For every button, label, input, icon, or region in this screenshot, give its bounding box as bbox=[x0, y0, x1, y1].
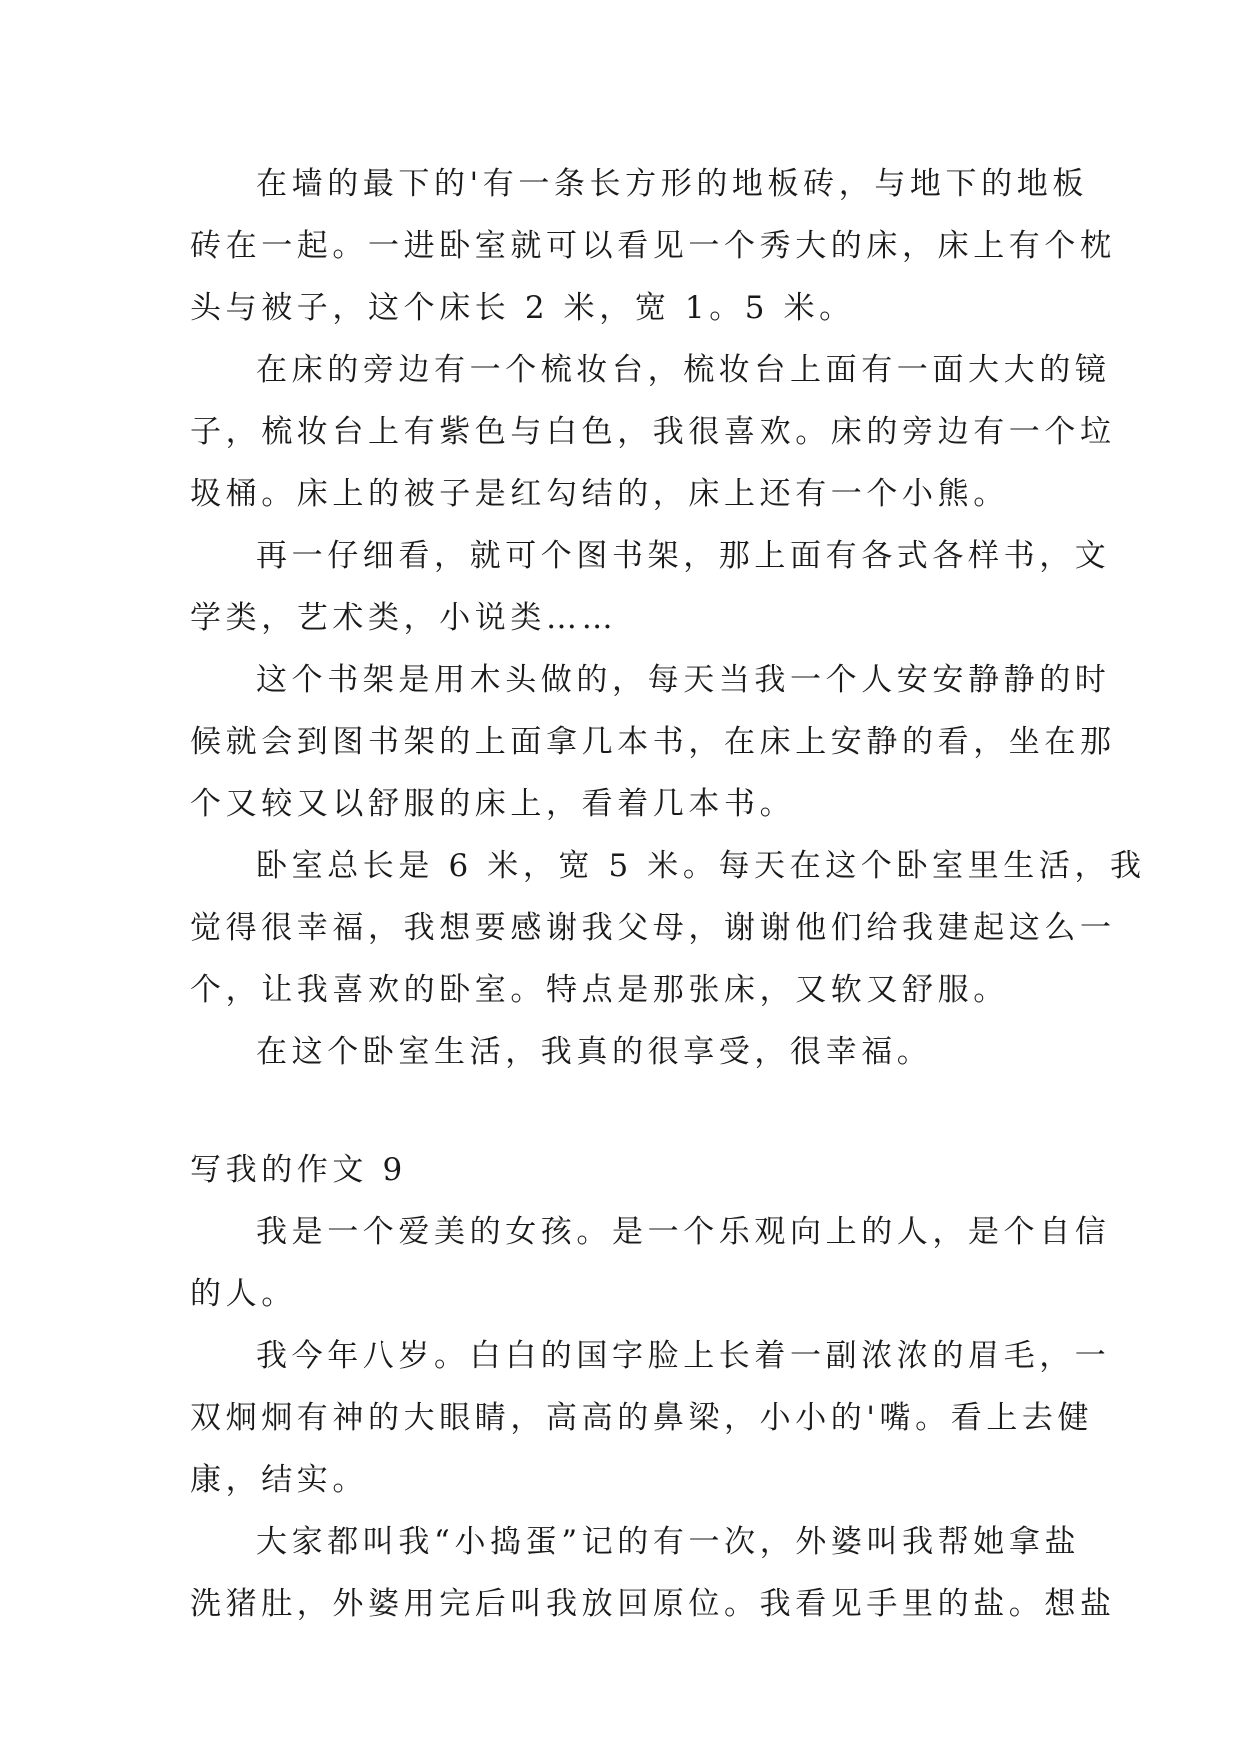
text-line: 头与被子，这个床长 2 米，宽 1。5 米。 bbox=[190, 290, 855, 326]
text-line: 这个书架是用木头做的，每天当我一个人安安静静的时 bbox=[256, 662, 1111, 698]
text-line: 觉得很幸福，我想要感谢我父母，谢谢他们给我建起这么一 bbox=[190, 910, 1116, 946]
text-line: 再一仔细看，就可个图书架，那上面有各式各样书，文 bbox=[256, 538, 1111, 574]
text-line: 候就会到图书架的上面拿几本书，在床上安静的看，坐在那 bbox=[190, 724, 1116, 760]
text-line: 学类，艺术类，小说类…… bbox=[190, 600, 618, 636]
text-line: 砖在一起。一进卧室就可以看见一个秀大的床，床上有个枕 bbox=[190, 228, 1116, 264]
text-line: 大家都叫我“小捣蛋”记的有一次，外婆叫我帮她拿盐 bbox=[256, 1524, 1081, 1560]
text-line: 康，结实。 bbox=[190, 1462, 368, 1498]
text-line: 个，让我喜欢的卧室。特点是那张床，又软又舒服。 bbox=[190, 972, 1009, 1008]
text-line: 的人。 bbox=[190, 1276, 297, 1312]
text-line: 我是一个爱美的女孩。是一个乐观向上的人，是个自信 bbox=[256, 1214, 1111, 1250]
text-line: 在墙的最下的'有一条长方形的地板砖，与地下的地板 bbox=[256, 166, 1088, 202]
text-line: 卧室总长是 6 米，宽 5 米。每天在这个卧室里生活，我 bbox=[256, 848, 1146, 884]
text-line: 洗猪肚，外婆用完后叫我放回原位。我看见手里的盐。想盐 bbox=[190, 1586, 1116, 1622]
text-line: 个又较又以舒服的床上，看着几本书。 bbox=[190, 786, 796, 822]
text-line: 子，梳妆台上有紫色与白色，我很喜欢。床的旁边有一个垃 bbox=[190, 414, 1116, 450]
text-line: 在床的旁边有一个梳妆台，梳妆台上面有一面大大的镜 bbox=[256, 352, 1111, 388]
text-line: 我今年八岁。白白的国字脸上长着一副浓浓的眉毛，一 bbox=[256, 1338, 1111, 1374]
text-line: 圾桶。床上的被子是红勾结的，床上还有一个小熊。 bbox=[190, 476, 1009, 512]
text-line: 在这个卧室生活，我真的很享受，很幸福。 bbox=[256, 1034, 933, 1070]
section-heading: 写我的作文 9 bbox=[190, 1152, 407, 1188]
text-line: 双炯炯有神的大眼睛，高高的鼻梁，小小的'嘴。看上去健 bbox=[190, 1400, 1094, 1436]
